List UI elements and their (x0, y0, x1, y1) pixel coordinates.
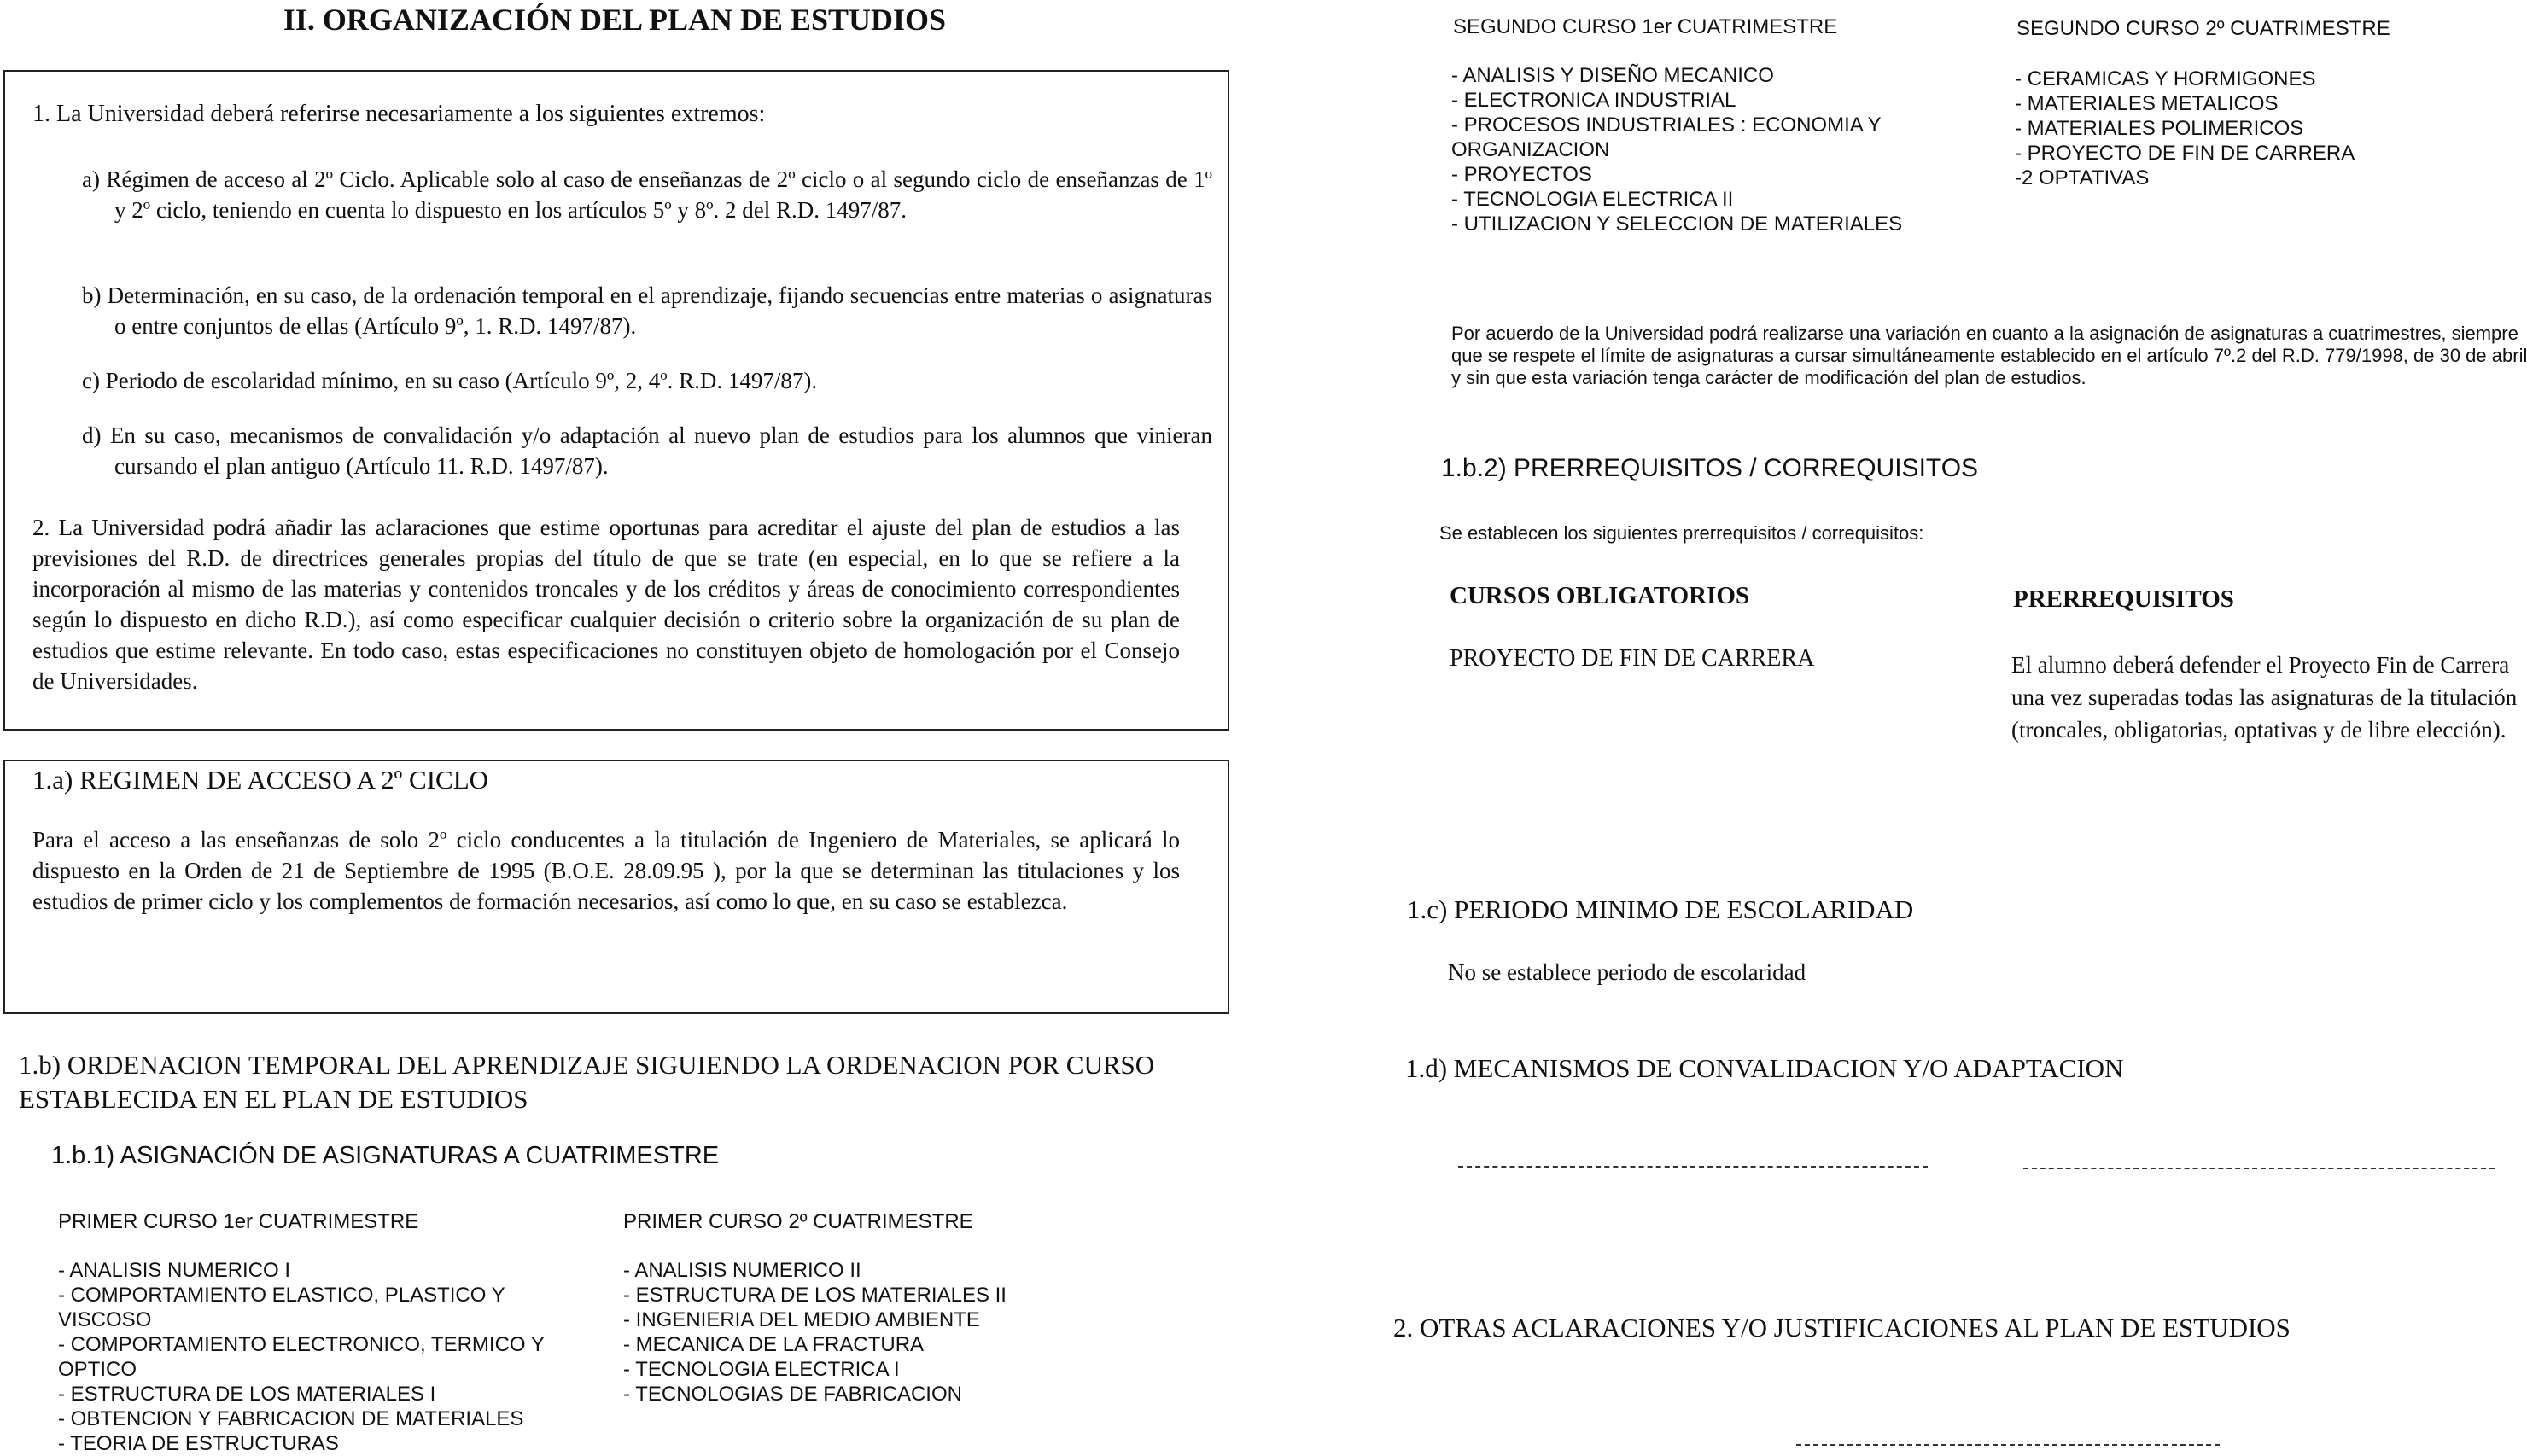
access-regime-heading: 1.a) REGIMEN DE ACCESO A 2º CICLO (32, 765, 489, 795)
blank-rule-left (1458, 1166, 1928, 1168)
list-item: - ANALISIS NUMERICO I (58, 1259, 291, 1282)
first-year-2nd-term-list (623, 1258, 1153, 1406)
list-item: - TECNOLOGIAS DE FABRICACION (623, 1383, 962, 1406)
list-item: - ANALISIS NUMERICO II (623, 1259, 861, 1282)
list-item: - PROYECTO DE FIN DE CARRERA (2015, 142, 2355, 165)
list-item: - COMPORTAMIENTO ELECTRONICO, TERMICO Y OPTICO (58, 1333, 545, 1381)
list-item: - TEORIA DE ESTRUCTURAS (58, 1432, 339, 1455)
university-variation-note: Por acuerdo de la Universidad podrá realizarse una variación en cuanto a la asignación de asignaturas a cuatrimestres, siempre que se respete el límite de asignaturas a cursar simultáneamente establecido en el artículo 7º.2 del R.D. 779/1998, de 30 de abril y sin que esta variación tenga carácter de modificación del plan de estudios. (1451, 323, 2527, 388)
access-regime-text: Para el acceso a las enseñanzas de solo 2º ciclo conducentes a la titulación de Ingeniero de Materiales, se aplicará lo dispuesto en la Orden de 21 de Septiembre de 1995 (B.O.E. 28.09.95 ), por la que se determinan las titulaciones y los estudios de primer ciclo y los complementos de formación necesarios, así como lo que, en su caso se establezca. (32, 827, 1180, 914)
blank-rule-right (2023, 1168, 2495, 1169)
first-year-1st-term-heading: PRIMER CURSO 1er CUATRIMESTRE (58, 1210, 419, 1233)
section-1b2-heading: 1.b.2) PRERREQUISITOS / CORREQUISITOS (1441, 454, 1979, 482)
second-year-1st-term-heading: SEGUNDO CURSO 1er CUATRIMESTRE (1453, 15, 1838, 38)
list-item: - ELECTRONICA INDUSTRIAL (1451, 89, 1736, 112)
second-year-1st-term-list (1451, 63, 1929, 236)
list-item: - ANALISIS Y DISEÑO MECANICO (1451, 64, 1774, 87)
instructions-paragraph-2: 2. La Universidad podrá añadir las aclaraciones que estime oportunas para acreditar el ajuste del plan de estudios a las previsiones del R.D. de directrices generales propias del título de que se trate (en especial, en lo que se refiere a la incorporación al mismo de las materias y contenidos troncales y de los créditos y áreas de conocimiento correspondientes según lo dispuesto en dicho R.D.), así como especificar cualquier decisión o criterio sobre la organización de su plan de estudios que estime relevante. En todo caso, estas especificaciones no constituyen objeto de homologación por el Consejo de Universidades. (32, 515, 1180, 694)
section-1c-heading: 1.c) PERIODO MINIMO DE ESCOLARIDAD (1407, 894, 1914, 924)
list-item: -2 OPTATIVAS (2015, 166, 2150, 189)
list-item: - ESTRUCTURA DE LOS MATERIALES I (58, 1383, 436, 1406)
list-item: - PROYECTOS (1451, 163, 1592, 186)
list-item: - MATERIALES METALICOS (2015, 92, 2279, 115)
section-1d-heading: 1.d) MECANISMOS DE CONVALIDACION Y/O ADAPTACION (1405, 1053, 2124, 1083)
list-item: - TECNOLOGIA ELECTRICA I (623, 1358, 900, 1381)
list-item: - CERAMICAS Y HORMIGONES (2015, 67, 2316, 90)
list-item: - UTILIZACION Y SELECCION DE MATERIALES (1451, 213, 1903, 236)
section-1c-text: No se establece periodo de escolaridad (1448, 959, 1806, 985)
instruction-item-a: a) Régimen de acceso al 2º Ciclo. Aplicable solo al caso de enseñanzas de 2º ciclo o al segundo ciclo de enseñanzas de 1º y 2º ciclo, teniendo en cuenta lo dispuesto en los artículos 5º y 8º. 2 del R.D. 1497/87. (82, 166, 1212, 223)
list-item: - COMPORTAMIENTO ELASTICO, PLASTICO Y VISCOSO (58, 1284, 505, 1331)
prerequisite-cell: El alumno deberá defender el Proyecto Fin de Carrera una vez superadas todas las asignaturas de la titulación (troncales, obligatorias, optativas y de libre elección). (2011, 652, 2518, 743)
mandatory-course-cell: PROYECTO DE FIN DE CARRERA (1450, 645, 1815, 672)
prerequisites-column-heading: PRERREQUISITOS (2013, 585, 2234, 613)
prerequisites-intro: Se establecen los siguientes prerrequisitos / correquisitos: (1439, 522, 1924, 544)
second-year-2nd-term-heading: SEGUNDO CURSO 2º CUATRIMESTRE (2016, 17, 2390, 40)
instruction-item-d: d) En su caso, mecanismos de convalidación y/o adaptación al nuevo plan de estudios para los alumnos que vinieran cursando el plan antiguo (Artículo 11. R.D. 1497/87). (82, 422, 1212, 479)
mandatory-courses-column-heading: CURSOS OBLIGATORIOS (1450, 582, 1750, 609)
blank-rule-bottom (1796, 1444, 2220, 1446)
list-item: - MECANICA DE LA FRACTURA (623, 1333, 925, 1356)
instruction-item-b: b) Determinación, en su caso, de la ordenación temporal en el aprendizaje, fijando secuencias entre materias o asignaturas o entre conjuntos de ellas (Artículo 9º, 1. R.D. 1497/87). (82, 282, 1212, 339)
first-year-1st-term-list (58, 1258, 587, 1456)
page-title: II. ORGANIZACIÓN DEL PLAN DE ESTUDIOS (283, 3, 947, 37)
section-1b1-heading: 1.b.1) ASIGNACIÓN DE ASIGNATURAS A CUATRIMESTRE (51, 1142, 720, 1169)
list-item: - OBTENCION Y FABRICACION DE MATERIALES (58, 1407, 524, 1430)
list-item: - MATERIALES POLIMERICOS (2015, 117, 2304, 140)
section-1b-heading: 1.b) ORDENACION TEMPORAL DEL APRENDIZAJE SIGUIENDO LA ORDENACION POR CURSO ESTABLECIDA EN EL PLAN DE ESTUDIOS (19, 1050, 1155, 1114)
first-year-2nd-term-heading: PRIMER CURSO 2º CUATRIMESTRE (623, 1210, 973, 1233)
list-item: - PROCESOS INDUSTRIALES : ECONOMIA Y ORGANIZACION (1451, 114, 1882, 161)
second-year-2nd-term-list (2015, 67, 2493, 190)
section-2-heading: 2. OTRAS ACLARACIONES Y/O JUSTIFICACIONES AL PLAN DE ESTUDIOS (1393, 1313, 2291, 1342)
list-item: - INGENIERIA DEL MEDIO AMBIENTE (623, 1308, 980, 1331)
instructions-intro: 1. La Universidad deberá referirse necesariamente a los siguientes extremos: (32, 101, 766, 127)
instruction-item-c: c) Periodo de escolaridad mínimo, en su caso (Artículo 9º, 2, 4º. R.D. 1497/87). (82, 368, 818, 393)
list-item: - TECNOLOGIA ELECTRICA II (1451, 188, 1734, 211)
list-item: - ESTRUCTURA DE LOS MATERIALES II (623, 1284, 1007, 1307)
